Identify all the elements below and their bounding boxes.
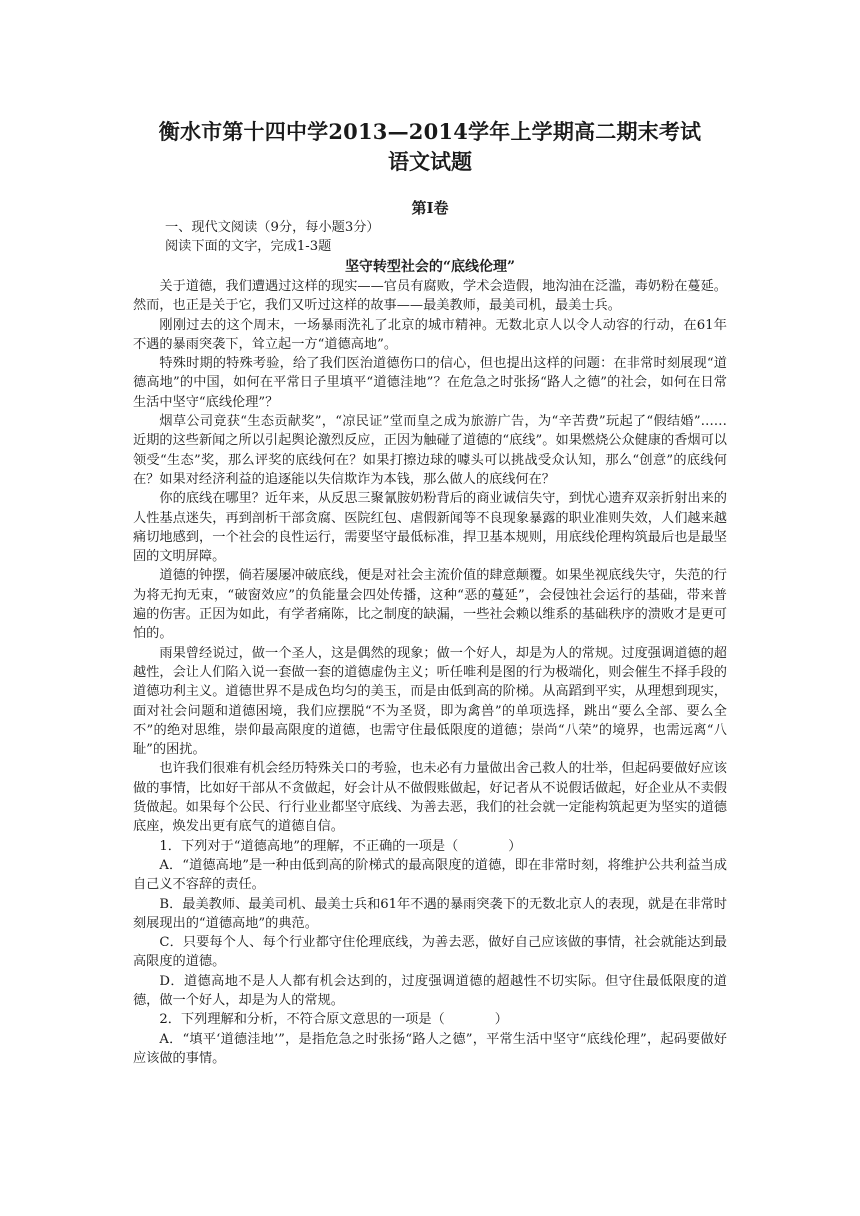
question-2-stem — [133, 1010, 727, 1029]
question-stem-close: ） — [508, 838, 522, 854]
exam-subtitle: 语文试题 — [388, 149, 472, 174]
exam-title: 衡水市第十四中学2013—2014学年上学期高二期末考试 — [158, 119, 702, 144]
question-1-option-d: D．道德高地不是人人都有机会达到的，过度强调道德的超越性不切实际。但守住最低限度的道德，做一个好人，却是为人的常规。 — [133, 973, 727, 1008]
question-1-stem — [133, 837, 727, 856]
exam-page — [133, 118, 727, 1068]
article-title: 坚守转型社会的“底线伦理” — [344, 259, 516, 275]
question-stem-text: 1．下列对于“道德高地”的理解，不正确的一项是（ — [159, 838, 459, 854]
article-paragraph: 也许我们很难有机会经历特殊关口的考验，也未必有力量做出舍己救人的壮举，但起码要做好应该做的事情，比如好干部从不贪做起，好会计从不做假账做起，好记者从不说假话做起，好企业从不卖假货做起。如果每个公民、行行业业都坚守底线、为善去恶，我们的社会就一定能构筑起更为坚实的道德底座，焕发出更有底气的道德自信。 — [133, 761, 727, 835]
question-1-option-b: B．最美教师、最美司机、最美士兵和61年不遇的暴雨突袭下的无数北京人的表现，就是在非常时刻展现出的“道德高地”的典范。 — [133, 896, 727, 931]
question-1-option-a: A．“道德高地”是一种由低到高的阶梯式的最高限度的道德，即在非常时刻，将维护公共利益当成自己义不容辞的责任。 — [133, 857, 727, 893]
question-stem-close: ） — [494, 1012, 508, 1028]
article-paragraph: 刚刚过去的这个周末，一场暴雨洗礼了北京的城市精神。无数北京人以令人动容的行动，在61年不遇的暴雨突袭下，耸立起一方“道德高地”。 — [133, 317, 727, 352]
article-paragraph: 特殊时期的特殊考验，给了我们医治道德伤口的信心，但也提出这样的问题：在非常时刻展现“道德高地”的中国，如何在平常日子里填平“道德洼地”？在危急之时张扬“路人之德”的社会，如何在日常生活中坚守“底线伦理”？ — [133, 356, 727, 410]
article-paragraph: 烟草公司竟获“生态贡献奖”，“凉民证”堂而皇之成为旅游广告，为“辛苦费”玩起了“假结婚”……近期的这些新闻之所以引起舆论激烈反应，正因为触碰了道德的“底线”。如果燃烧公众健康的香烟可以领受“生态”奖，那么评奖的底线何在？如果打擦边球的噱头可以挑战受众认知，那么“创意”的底线何在？如果对经济利益的追逐能以失信欺诈为本钱，那么做人的底线何在？ — [133, 414, 727, 487]
question-1-option-c: C．只要每个人、每个行业都守住伦理底线，为善去恶，做好自己应该做的事情，社会就能达到最高限度的道德。 — [133, 935, 727, 970]
question-2-option-a: A．“填平‘道德洼地’”，是指危急之时张扬“路人之德”，平常生活中坚守“底线伦理”，起码要做好应该做的事情。 — [133, 1031, 727, 1066]
article-paragraph: 你的底线在哪里？近年来，从反思三聚氰胺奶粉背后的商业诚信失守，到忧心遗弃双亲折射出来的人性基点迷失，再到剖析干部贪腐、医院红包、虐假新闻等不良现象暴露的职业准则失效，人们越来越痛切地感到，一个社会的良性运行，需要坚守最低标准，捍卫基本规则，用底线伦理构筑最后也是最坚固的文明屏障。 — [133, 491, 727, 565]
question-stem-text: 2．下列理解和分析，不符合原文意思的一项是（ — [159, 1012, 445, 1028]
article-paragraph: 关于道德，我们遭遇过这样的现实——官员有腐败，学术会造假，地沟油在泛滥，毒奶粉在蔓延。然而，也正是关于它，我们又听过这样的故事——最美教师，最美司机，最美士兵。 — [133, 279, 727, 314]
article-paragraph: 道德的钟摆，倘若屡屡冲破底线，便是对社会主流价值的肆意颠覆。如果坐视底线失守，失范的行为将无拘无束，“破窗效应”的负能量会四处传播，这种“恶的蔓延”，会侵蚀社会运行的基础，带来普遍的伤害。正因为如此，有学者痛陈，比之制度的缺漏，一些社会赖以维系的基础秩序的溃败才是更可怕的。 — [133, 568, 727, 642]
volume-label: 第Ⅰ卷 — [411, 199, 449, 217]
section-instruction: 阅读下面的文字，完成1-3题 — [165, 239, 332, 254]
article-paragraph: 雨果曾经说过，做一个圣人，这是偶然的现象；做一个好人，却是为人的常规。过度强调道德的超越性，会让人们陷入说一套做一套的道德虚伪主义；听任唯利是图的行为极端化，则会催生不择手段的道德功利主义。道德世界不是成色均匀的美玉，而是由低到高的阶梯。从高蹈到平实，从理想到现实，面对社会问题和道德困境，我们应摆脱“不为圣贤，即为禽兽”的单项选择，跳出“要么全部、要么全不”的绝对思维，崇仰最高限度的道德，也需守住最低限度的道德；崇尚“八荣”的境界，也需远离“八耻”的困扰。 — [133, 645, 727, 758]
section-heading: 一、现代文阅读（9分，每小题3分） — [165, 220, 380, 235]
